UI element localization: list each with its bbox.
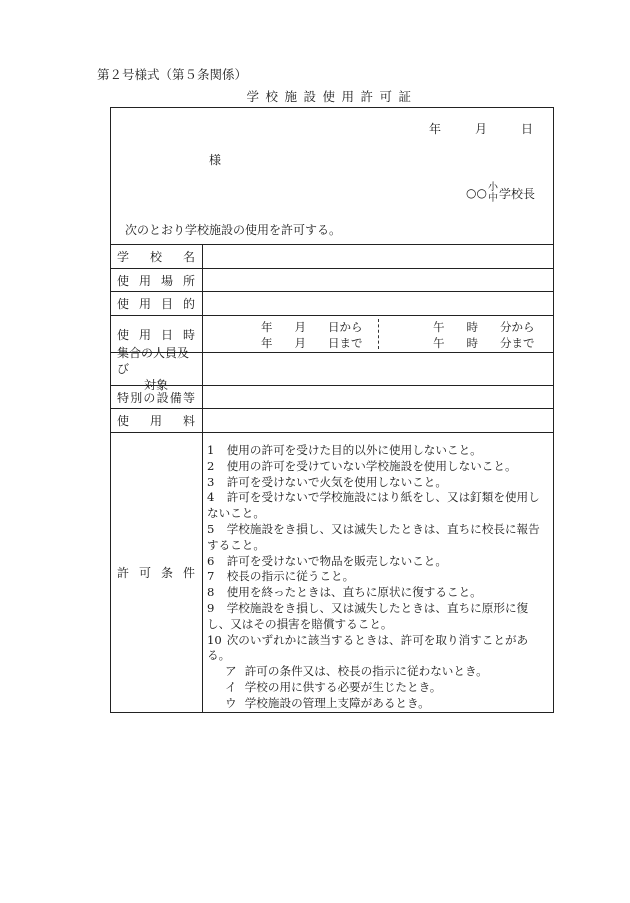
date-month: 月: [474, 122, 487, 136]
permit-statement: 次のとおり学校施設の使用を許可する。: [125, 223, 342, 237]
school-type-junior-high: 中: [487, 193, 498, 204]
to-time: 午 時 分まで: [433, 336, 535, 350]
condition-item: 4 許可を受けないで学校施設にはり紙をし、又は釘類を使用しないこと。: [207, 490, 540, 521]
from-date: 年 月 日から: [261, 320, 363, 334]
condition-item: 1 使用の許可を受けた目的以外に使用しないこと。: [207, 443, 482, 457]
condition-item: 5 学校施設をき損し、又は滅失したときは、直ちに校長に報告すること。: [207, 521, 540, 552]
principal-prefix: ○○: [466, 186, 487, 200]
purpose-row[interactable]: [111, 292, 553, 316]
date-day: 日: [520, 122, 533, 136]
from-time: 午 時 分から: [433, 320, 535, 334]
purpose-label: 使 用 目 的: [111, 292, 203, 315]
permit-form: [110, 107, 554, 713]
issue-date[interactable]: [429, 120, 533, 137]
form-number: 第２号様式（第５条関係）: [97, 67, 248, 82]
conditions-label: 許 可 条 件: [111, 433, 203, 712]
school-name-row[interactable]: [111, 244, 553, 269]
principal-signature: [466, 182, 535, 204]
date-year: 年: [428, 122, 441, 136]
attendees-label: 集合の人員及び 対 象: [111, 353, 203, 385]
location-row[interactable]: [111, 269, 553, 292]
header-area: [111, 108, 553, 245]
equipment-row[interactable]: [111, 386, 553, 409]
fee-label: 使 用 料: [111, 409, 203, 432]
school-type: [488, 182, 498, 204]
to-date: 年 月 日まで: [261, 336, 363, 350]
addressee[interactable]: 様: [209, 153, 222, 167]
condition-item: 3 許可を受けないで火気を使用しないこと。: [207, 474, 447, 489]
conditions-row: [111, 433, 553, 712]
sub-condition-item: ウ 学校施設の管理上支障があるとき。: [225, 695, 430, 710]
datetime-label: 使 用 日 時: [111, 316, 203, 352]
school-type-elementary: 小: [487, 182, 498, 193]
equipment-label: 特 別 の 設 備 等: [111, 386, 203, 408]
sub-condition-item: イ 学校の用に供する必要が生じたとき。: [225, 679, 442, 694]
school-name-label: 学 校 名: [111, 244, 203, 268]
datetime-separator: [378, 319, 379, 349]
condition-item: 8 使用を終ったときは、直ちに原状に復すること。: [207, 585, 482, 600]
fee-row[interactable]: [111, 409, 553, 433]
sub-condition-item: ア 許可の条件又は、校長の指示に従わないとき。: [225, 664, 488, 679]
condition-item: 10 次のいずれかに該当するときは、許可を取り消すことがある。: [207, 632, 529, 663]
condition-item: 9 学校施設をき損し、又は滅失したときは、直ちに原形に復し、又はその損害を賠償すること。: [207, 600, 529, 631]
document-title: 学校施設使用許可証: [246, 89, 418, 104]
location-label: 使 用 場 所: [111, 269, 203, 291]
conditions-list: [207, 443, 551, 712]
condition-item: 2 使用の許可を受けていない学校施設を使用しないこと。: [207, 458, 517, 473]
attendees-row[interactable]: [111, 346, 553, 392]
principal-suffix: 学校長: [498, 186, 535, 201]
condition-item: 7 校長の指示に従うこと。: [207, 569, 355, 584]
condition-item: 6 許可を受けないで物品を販売しないこと。: [207, 553, 447, 568]
